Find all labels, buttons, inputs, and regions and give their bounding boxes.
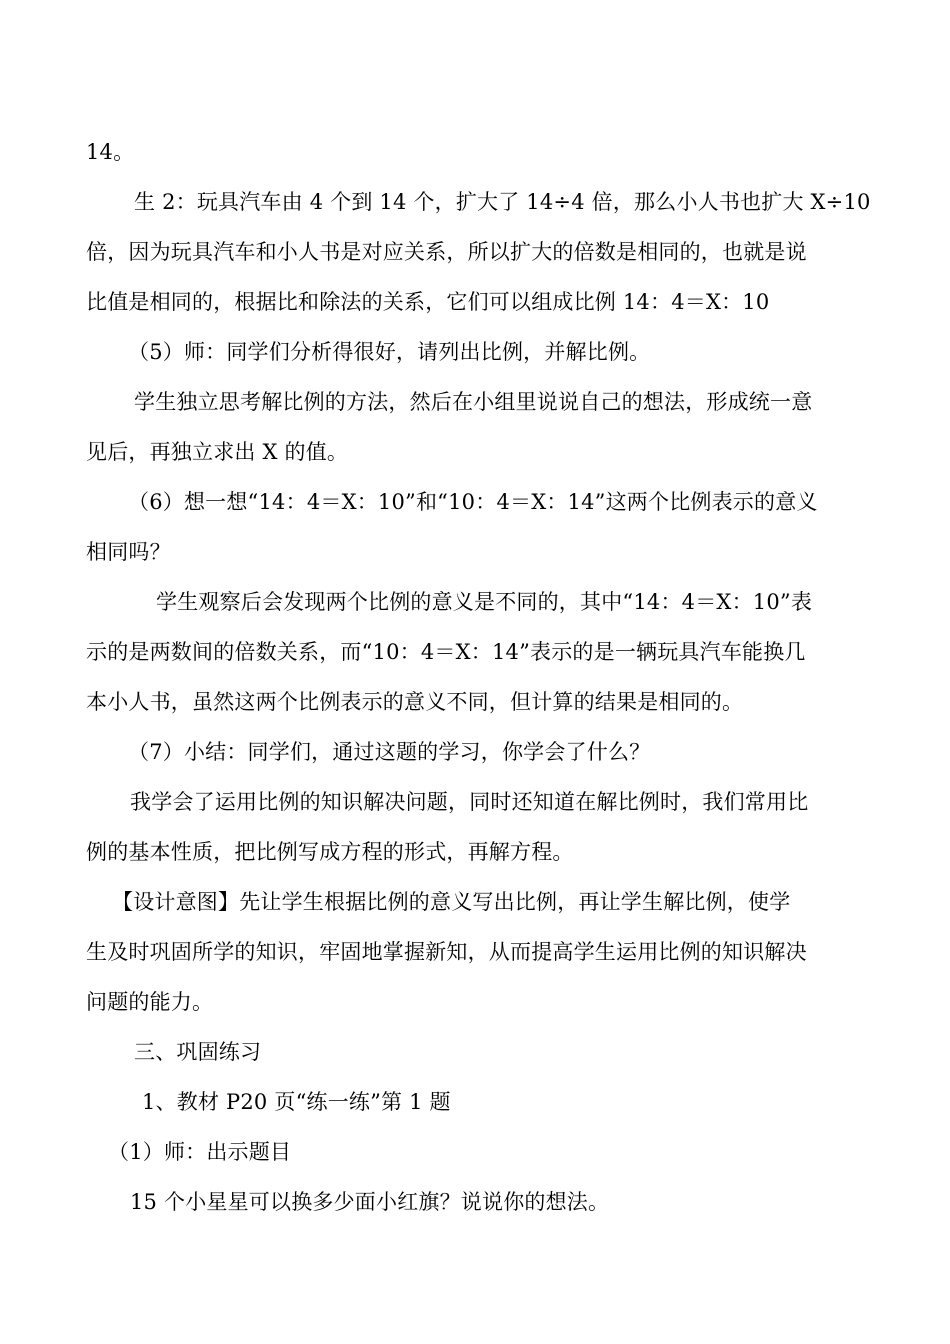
text-line: 见后，再独立求出 X 的值。 [86,440,349,464]
text-line: （7）小结：同学们，通过这题的学习，你学会了什么？ [128,740,651,764]
text-line: 1、教材 P20 页“练一练”第 1 题 [142,1090,451,1114]
text-line: 【设计意图】先让学生根据比例的意义写出比例，再让学生解比例，使学 [112,890,791,914]
text-line: 问题的能力。 [86,990,214,1014]
text-line: 比值是相同的，根据比和除法的关系，它们可以组成比例 14：4＝X：10 [86,290,770,314]
text-line: 学生观察后会发现两个比例的意义是不同的，其中“14：4＝X：10”表 [156,590,813,614]
text-line: 倍，因为玩具汽车和小人书是对应关系，所以扩大的倍数是相同的，也就是说 [86,240,807,264]
text-line: 相同吗？ [86,540,171,564]
text-line: 生 2：玩具汽车由 4 个到 14 个，扩大了 14÷4 倍，那么小人书也扩大 X÷10 [134,190,871,214]
text-line: （5）师：同学们分析得很好，请列出比例，并解比例。 [128,340,651,364]
text-line: 我学会了运用比例的知识解决问题，同时还知道在解比例时，我们常用比 [130,790,809,814]
text-line: 例的基本性质，把比例写成方程的形式，再解方程。 [86,840,574,864]
text-line: （6）想一想“14：4＝X：10”和“10：4＝X：14”这两个比例表示的意义 [128,490,818,514]
text-line: 示的是两数间的倍数关系，而“10：4＝X：14”表示的是一辆玩具汽车能换几 [86,640,806,664]
text-line: 本小人书，虽然这两个比例表示的意义不同，但计算的结果是相同的。 [86,690,744,714]
text-line: 生及时巩固所学的知识，牢固地掌握新知，从而提高学生运用比例的知识解决 [86,940,807,964]
text-line: 15 个小星星可以换多少面小红旗？说说你的想法。 [130,1190,610,1214]
text-line: 学生独立思考解比例的方法，然后在小组里说说自己的想法，形成统一意 [134,390,813,414]
text-line: （1）师：出示题目 [108,1140,292,1164]
text-line: 三、巩固练习 [134,1040,262,1064]
text-line: 14。 [86,140,135,164]
